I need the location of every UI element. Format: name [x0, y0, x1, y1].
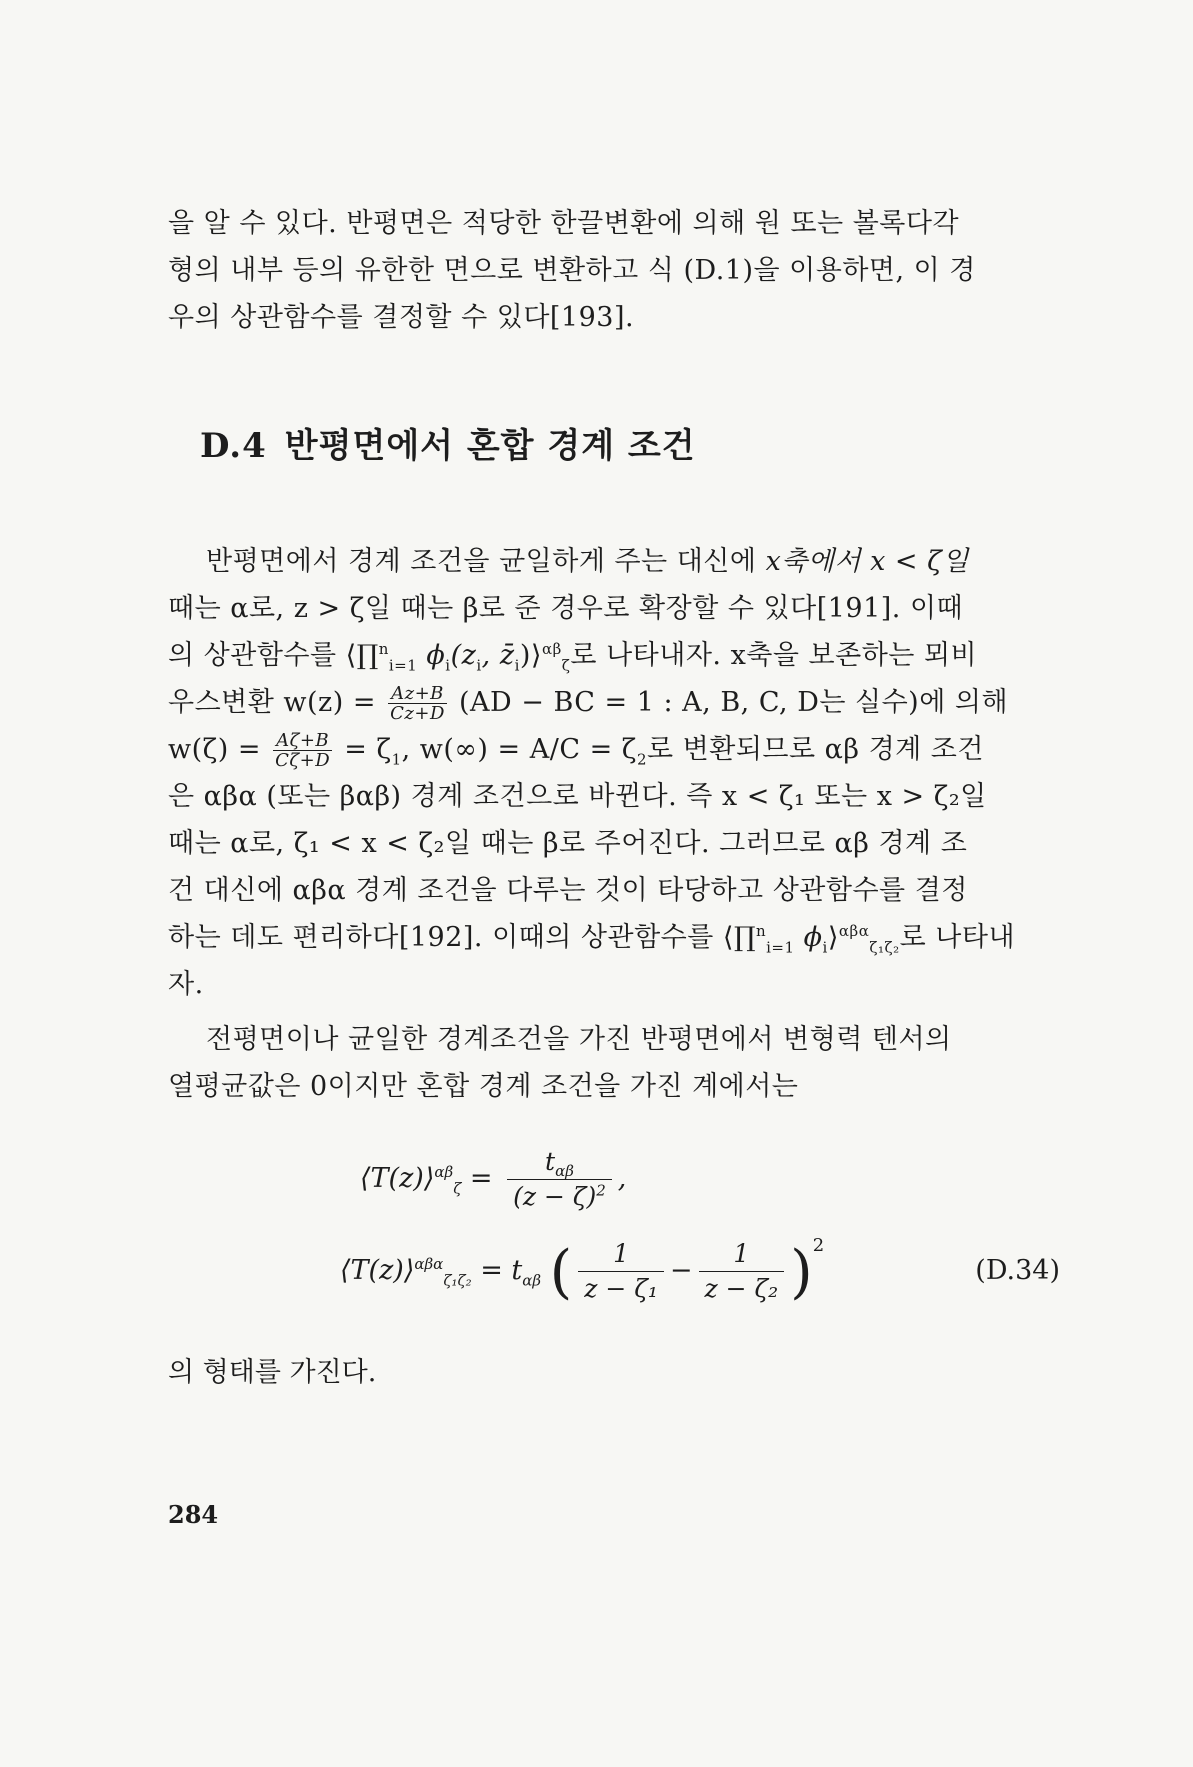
prod2-sub: i=1: [766, 938, 795, 957]
eq2-t: = t: [471, 1255, 523, 1286]
intro-line-3: 우의 상관함수를 결정할 수 있다[193].: [168, 302, 635, 333]
eq2-square: 2: [812, 1235, 825, 1256]
eq2-fraction-2: [699, 1237, 785, 1306]
section-title: 반평면에서 혼합 경계 조건: [284, 426, 696, 466]
eq1-den-text: (z − ζ): [513, 1182, 597, 1211]
eq1-fraction: [507, 1145, 612, 1214]
mobius-denominator: Cz+D: [390, 703, 445, 724]
phi2-symbol: ϕ: [794, 922, 823, 953]
para1-line-10: 자.: [168, 969, 204, 1000]
para1-line-1: [168, 538, 1048, 585]
para1-line-5: [168, 726, 1048, 773]
eq2-right-paren: ): [790, 1237, 813, 1306]
phi2-sub: i: [822, 938, 828, 957]
eq1-t: t: [545, 1147, 556, 1176]
phi-symbol: ϕ: [426, 640, 446, 671]
mobius-fraction: [388, 684, 447, 723]
eq2-sub: ζ₁ζ₂: [443, 1271, 472, 1290]
main-paragraph: [168, 538, 1048, 1110]
intro-paragraph: [168, 200, 1048, 341]
eq2-minus: −: [669, 1255, 693, 1286]
prod-sub: i=1: [388, 656, 418, 675]
para1-text-3: 로 나타내자. x축을 보존하는 뫼비: [570, 640, 978, 671]
eq2-fraction-1: [578, 1237, 664, 1306]
para2-line-1: 전평면이나 균일한 경계조건을 가진 반평면에서 변형력 텐서의: [206, 1024, 952, 1055]
eq2-den2: z − ζ₂: [704, 1274, 779, 1303]
zeta2-sub: 2: [636, 750, 647, 769]
mobius-zeta-denominator: Cζ+D: [275, 750, 331, 771]
mobius-zeta-lhs: w(ζ) =: [168, 734, 271, 765]
eq2-lhs: ⟨T(z)⟩: [340, 1255, 415, 1286]
eq1-t-sub: αβ: [555, 1162, 574, 1180]
section-heading: [200, 418, 696, 467]
closing-text: 의 형태를 가진다.: [168, 1357, 377, 1388]
intro-line-1: 을 알 수 있다. 반평면은 적당한 한끌변환에 의해 원 또는 볼록다각: [168, 208, 960, 239]
eq1-sub: ζ: [453, 1179, 462, 1198]
eq2-den1: z − ζ₁: [584, 1274, 658, 1303]
w-infinity: , w(∞) = A/C = ζ: [401, 734, 637, 765]
eq1-lhs: ⟨T(z)⟩: [360, 1163, 435, 1194]
mobius-zeta-numerator: Aζ+B: [273, 731, 332, 751]
eq2-num1: 1: [578, 1237, 664, 1272]
eq1-sup: αβ: [434, 1163, 454, 1181]
eq2-t-sub: αβ: [522, 1271, 542, 1290]
para1-line-4: [168, 679, 1048, 726]
corr-fn2-close: ⟩: [827, 922, 839, 953]
corr-fn-open: 의 상관함수를 ⟨∏: [168, 640, 379, 671]
ab-sup: αβ: [541, 640, 562, 658]
z-sub: i: [476, 656, 482, 675]
para2-line-2: 열평균값은 0이지만 혼합 경계 조건을 가진 계에서는: [168, 1071, 799, 1102]
zeta1-eq: = ζ: [335, 734, 392, 765]
page-number: 284: [168, 1500, 219, 1529]
para1-line-3: [168, 632, 1048, 679]
para1-line-9: [168, 914, 1048, 961]
para1-line-2: 때는 α로, z > ζ일 때는 β로 준 경우로 확장할 수 있다[191]. 이때: [168, 593, 964, 624]
zeta-sub: ζ: [561, 656, 571, 675]
corr-fn2-open: 하는 데도 편리하다[192]. 이때의 상관함수를 ⟨∏: [168, 922, 756, 953]
mobius-numerator: Az+B: [388, 684, 447, 704]
intro-line-2: 형의 내부 등의 유한한 면으로 변환하고 식 (D.1)을 이용하면, 이 경: [168, 255, 976, 286]
eq1-comma: ,: [617, 1163, 627, 1194]
equation-block: [340, 1145, 1060, 1325]
para1-text: 반평면에서 경계 조건을 균일하게 주는 대신에: [206, 546, 766, 577]
para1-line-6: 은 αβα (또는 βαβ) 경계 조건으로 바뀐다. 즉 x < ζ₁ 또는 x > ζ₂일: [168, 781, 987, 812]
zeta12-sub: ζ₁ζ₂: [869, 938, 900, 957]
aba-sup: αβα: [838, 922, 870, 940]
para1-line-7: 때는 α로, ζ₁ < x < ζ₂일 때는 β로 주어진다. 그러므로 αβ 경계 조: [168, 828, 968, 859]
equation-1: [360, 1145, 626, 1214]
section-number: D.4: [200, 426, 267, 466]
corr-fn-close: )⟩: [519, 640, 542, 671]
eq2-left-paren: (: [549, 1237, 573, 1306]
eq1-equals: =: [469, 1163, 493, 1194]
para1-text-5: 로 변환되므로 αβ 경계 조건: [646, 734, 984, 765]
z-symbol: (z: [450, 640, 477, 671]
eq2-sup: αβα: [414, 1255, 444, 1273]
zbar-symbol: , z̄: [481, 640, 515, 671]
mobius-zeta-fraction: [273, 731, 332, 770]
eq1-denominator: [507, 1180, 612, 1214]
prod-sup: n: [378, 640, 389, 658]
eq1-numerator: [507, 1145, 612, 1180]
zeta1-sub: 1: [391, 750, 402, 769]
para1-line-8: 건 대신에 αβα 경계 조건을 다루는 것이 타당하고 상관함수를 결정: [168, 875, 968, 906]
equation-number: (D.34): [975, 1255, 1060, 1286]
mobius-lhs: 우스변환 w(z) =: [168, 687, 386, 718]
mobius-condition: (AD − BC = 1 : A, B, C, D는 실수)에 의해: [449, 687, 1009, 718]
para1-text-9: 로 나타내: [899, 922, 1016, 953]
prod2-sup: n: [755, 922, 767, 940]
para1-math: x축에서 x < ζ일: [765, 546, 969, 577]
zbar-sub: i: [514, 656, 520, 675]
eq1-den-sup: 2: [596, 1181, 606, 1200]
equation-2: [340, 1237, 824, 1306]
eq2-num2: 1: [699, 1237, 785, 1272]
phi-sub: i: [445, 656, 451, 675]
